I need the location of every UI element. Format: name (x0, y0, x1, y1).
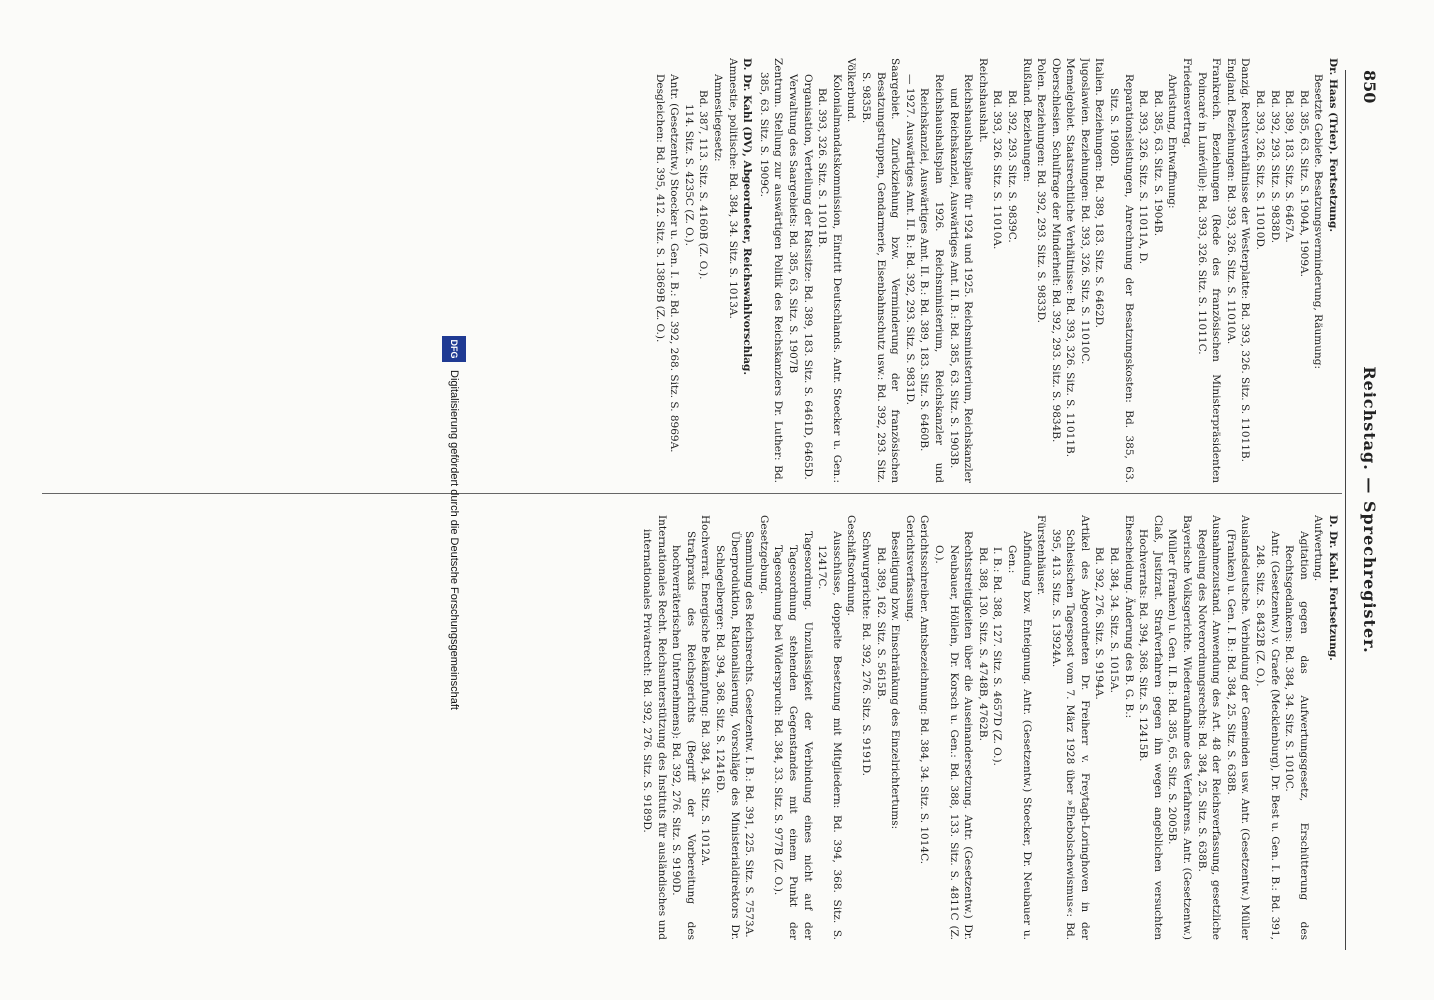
register-entry: Reichshaushaltspläne für 1924 und 1925. Reichsministerium, Reichskanzler und Reichskanzlei, Auswärtiges Amt. II. B.: Bd. 385, 63. Sitz. S. 1903B. (947, 74, 975, 483)
register-entry: Gerichtsschreiber. Amtsbezeichnung: Bd. 384, 34. Sitz. S. 1014C. (918, 515, 931, 865)
page-header (1349, 70, 1379, 950)
register-entry: Geschäftsordnung. (845, 515, 858, 616)
register-name-entry: Dr. Haas (Trier). Fortsetzung. (1327, 58, 1339, 233)
register-entry: Bd. 389, 162. Sitz. S. 5615B. (874, 547, 887, 700)
register-entry: Reichshaushalt. (976, 58, 989, 143)
register-entry: Ausnahmezustand. Anwendung des Art. 48 der Reichsverfassung, gesetzliche Regelung des Notverordnungsrechts: Bd. 384, 25. Sitz. S. 638B. (1195, 515, 1223, 940)
register-entry: Hochverrat. Energische Bekämpfung: Bd. 384, 34. Sitz. S. 1012A. (699, 515, 712, 867)
register-entry: Bd. 387, 113. Sitz. S. 4160B (Z. O.). (697, 90, 710, 280)
register-entry: — 1927. Auswärtiges Amt. II. B.: Bd. 392, 293. Sitz. S. 9831D. (903, 74, 916, 405)
register-entry: Frankreich. Beziehungen (Rede des französischen Ministerpräsidenten Poincaré in Lunéville): Bd. 393, 326. Sitz. S. 11011C. (1195, 58, 1223, 483)
register-entry: Besetzte Gebiete. Besatzungsverminderung, Räumung: (1312, 74, 1325, 370)
register-entry: Schwurgerichte: Bd. 392, 276. Sitz. S. 9191D. (860, 531, 872, 776)
register-entry: Verwaltung des Saargebiets: Bd. 385, 63. Sitz. S. 1907B (787, 74, 800, 374)
register-name-entry: D. Dr. Kahl (DV), Abgeordneter, Reichswahlvorschlag. (741, 58, 754, 376)
register-entry: Beseitigung bzw. Einschränkung des Einzelrichtertums: (889, 531, 902, 830)
register-entry: Abfindung bzw. Enteignung. Antr. (Gesetzentw.) Stoecker, Dr. Neubauer u. Gen.: (1005, 531, 1033, 940)
register-entry: Bd. 384, 34. Sitz. S. 1015A. (1108, 547, 1121, 693)
register-entry: Agitation gegen das Aufwertungsgesetz, Erschütterung des Rechtsgedankens: Bd. 384, 34. Sitz. S. 1010C. (1283, 531, 1310, 940)
register-entry: Amnestie, politische: Bd. 384, 34. Sitz. S. 1013A. (726, 58, 739, 319)
page-number: 850 (1360, 70, 1379, 104)
register-entry: Antr. (Gesetzentw.) Stoecker u. Gen. I. B.: Bd. 392, 268. Sitz. S. 8969A. (668, 74, 681, 453)
register-entry: Jugoslawien. Beziehungen: Bd. 393, 326. Sitz. S. 11010C. (1078, 58, 1091, 365)
header-rule (1345, 70, 1346, 950)
register-entry: Ausschüsse, doppelte Besetzung mit Mitgliedern: Bd. 394, 368. Sitz. S. 12417C. (816, 531, 843, 940)
register-entry: Tagesordnung. Unzulässigkeit der Verbindung eines nicht auf der Tagesordnung stehenden Gegenstandes mit einem Punkt der Tagesordnung bei Widerspruch: Bd. 384, 33. Sitz. S. 977B (Z. O.). (772, 531, 814, 940)
left-column (32, 58, 1342, 483)
register-entry: Bd. 393, 326. Sitz. S. 11010D. (1254, 90, 1267, 250)
register-entry: Sammlung des Reichsrechts. Gesetzentw. I. B.: Bd. 391, 225. Sitz. S. 7573A. (743, 531, 756, 938)
register-entry: Bd. 392, 293. Sitz. S. 9839C. (1005, 90, 1018, 243)
register-entry: Kolonialmandatskommission, Eintritt Deutschlands. Antr. Stoecker u. Gen.: Bd. 393, 326. Sitz. S. 11011B. (816, 74, 843, 483)
digitization-note: Digitalisierung gefördert durch die Deutsche Forschungsgemeinschaft (448, 370, 460, 710)
register-entry: Bd. 385, 63. Sitz. S. 1904B. (1151, 90, 1164, 237)
register-entry: Friedensvertrag. (1181, 58, 1194, 148)
register-entry: 114. Sitz. S. 4235C (Z. O.). (682, 104, 695, 246)
register-entry: Rechtsstreitigkeiten über die Auseinandersetzung. Antr. (Gesetzentw.) Dr. Neubauer, Höllein, Dr. Korsch u. Gen.: Bd. 388, 133. Sitz. S. 4811C (Z. O.). (932, 531, 975, 940)
register-entry: Rußland. Beziehungen: (1020, 58, 1033, 183)
register-entry: Internationales Recht. Reichsunterstützung des Instituts für ausländisches und internationales Privatrecht: Bd. 392, 276. Sitz. S. 9189D. (641, 515, 668, 940)
register-entry: Danzig. Rechtsverhältnisse der Westerplatte: Bd. 393, 326. Sitz. S. 11011B. (1239, 58, 1252, 462)
register-entry: Gerichtsverfassung. (903, 515, 916, 622)
register-entry: Bd. 388, 130. Sitz. S. 4748B, 4762B. (976, 547, 989, 741)
right-column (32, 515, 1342, 940)
column-divider (42, 493, 1342, 494)
register-entry: Italien. Beziehungen: Bd. 389, 183. Sitz. S. 6462D. (1093, 58, 1106, 329)
register-entry: Desgleichen: Bd. 395, 412. Sitz. S. 13869B (Z. O.). (653, 74, 666, 343)
register-entry: Strafpraxis des Reichsgerichts (Begriff der Vorbereitung des hochverräterischen Unternehmens): Bd. 392, 276. Sitz. S. 9190D. (670, 531, 697, 940)
dfg-logo: DFG (442, 336, 466, 362)
register-entry: Bd. 389, 183. Sitz. S. 6467A. (1283, 90, 1296, 243)
register-entry: Bd. 393, 326. Sitz. S. 11011A, D. (1137, 90, 1150, 265)
register-entry: Überproduktion, Rationalisierung, Vorschläge des Ministerialdirektors Dr. Schlegelberger: Bd. 394, 368. Sitz. S. 12416D. (714, 531, 741, 940)
register-entry: Bayerische Volksgerichte. Wiederaufnahme des Verfahrens. Antr. (Gesetzentw.) Müller (Franken) u. Gen. II. B.: Bd. 385, 65. Sitz. S. 2005B. (1166, 515, 1194, 940)
register-entry: Abrüstung, Entwaffnung: (1166, 74, 1179, 209)
register-entry: Polen. Beziehungen: Bd. 392, 293. Sitz. S. 9833D. (1035, 58, 1048, 323)
register-entry: Bd. 392, 293. Sitz. S. 9838D. (1268, 90, 1281, 244)
register-entry: Saargebiet. Zurückziehung bzw. Verminderung der französischen Besatzungstruppen, Gendarmerie, Eisenbahnschutz usw.: Bd. 392, 293. Sitz. S. 9835B. (860, 58, 902, 483)
register-entry: Bd. 385, 63. Sitz. S. 1904A, 1909A. (1297, 90, 1310, 277)
register-entry: Oberschlesien. Schulfrage der Minderheit: Bd. 392, 293. Sitz. S. 9834B. (1049, 58, 1062, 443)
register-entry: Reichshaushaltsplan 1926. Reichsministerium, Reichskanzler und Reichskanzlei, Auswärtiges Amt. II. B.: Bd. 389, 183. Sitz. S. 6460B. (918, 74, 945, 483)
register-entry: Amnestiegesetz: (712, 74, 725, 162)
register-entry: Fürstenhäuser. (1035, 515, 1048, 596)
register-entry: Organisation, Verteilung der Ratssitze: Bd. 389, 183. Sitz. S. 6461D, 6465D. (801, 74, 814, 480)
register-entry: England. Beziehungen: Bd. 393, 326. Sitz. S. 11010A. (1224, 58, 1237, 345)
register-entry: Memelgebiet. Staatsrechtliche Verhältnisse: Bd. 393, 326. Sitz. S. 11011B. (1064, 58, 1077, 458)
register-entry: Bd. 393, 326. Sitz. S. 11010A. (991, 90, 1004, 250)
register-entry: Auslandsdeutsche. Verbindung der Gemeinden usw. Antr. (Gesetzentw.) Müller (Franken) u. Gen. I. B.: Bd. 384, 25. Sitz. S. 638B. (1224, 515, 1252, 940)
register-entry: I. B.: Bd. 388, 127. Sitz. S. 4657D (Z. O.). (991, 547, 1004, 766)
register-entry: Aufwertung. (1312, 515, 1325, 582)
digitization-footer (442, 0, 474, 1000)
register-entry: Claß, Justizrat. Strafverfahren gegen ihn wegen angeblichen versuchten Hochverrats: Bd. 394, 368. Sitz. S. 12415B. (1137, 515, 1164, 940)
register-entry: Ehescheidung. Änderung des B. G. B.: (1122, 515, 1135, 719)
register-entry: Völkerbund. (845, 58, 858, 123)
register-entry: Reparationsleistungen, Anrechnung der Besatzungskosten: Bd. 385, 63. Sitz. S. 1908D. (1108, 74, 1135, 483)
register-entry: Gesetzgebung. (757, 515, 770, 595)
register-name-entry: D. Dr. Kahl. Fortsetzung. (1327, 515, 1339, 661)
register-entry: Artikel des Abgeordneten Dr. Freiherr v. Freytagh-Loringhoven in der Schlesischen Tagespost vom 7. März 1928 über »Ehebolschewismus«: Bd. 395, 413. Sitz. S. 13924A. (1049, 515, 1091, 940)
register-entry: Bd. 392, 276. Sitz. S. 9194A. (1093, 547, 1106, 700)
register-entry: Zentrum. Stellung zur auswärtigen Politik des Reichskanzlers Dr. Luther: Bd. 385, 63. Sitz. S. 1909C. (757, 58, 785, 483)
register-entry: Antr. (Gesetzentw.) v. Graefe (Mecklenburg), Dr. Best u. Gen. I. B.: Bd. 391, 248. Sitz. S. 8432B (Z. O.). (1254, 531, 1281, 940)
running-title: Reichstag. — Sprechregister. (1360, 366, 1379, 654)
